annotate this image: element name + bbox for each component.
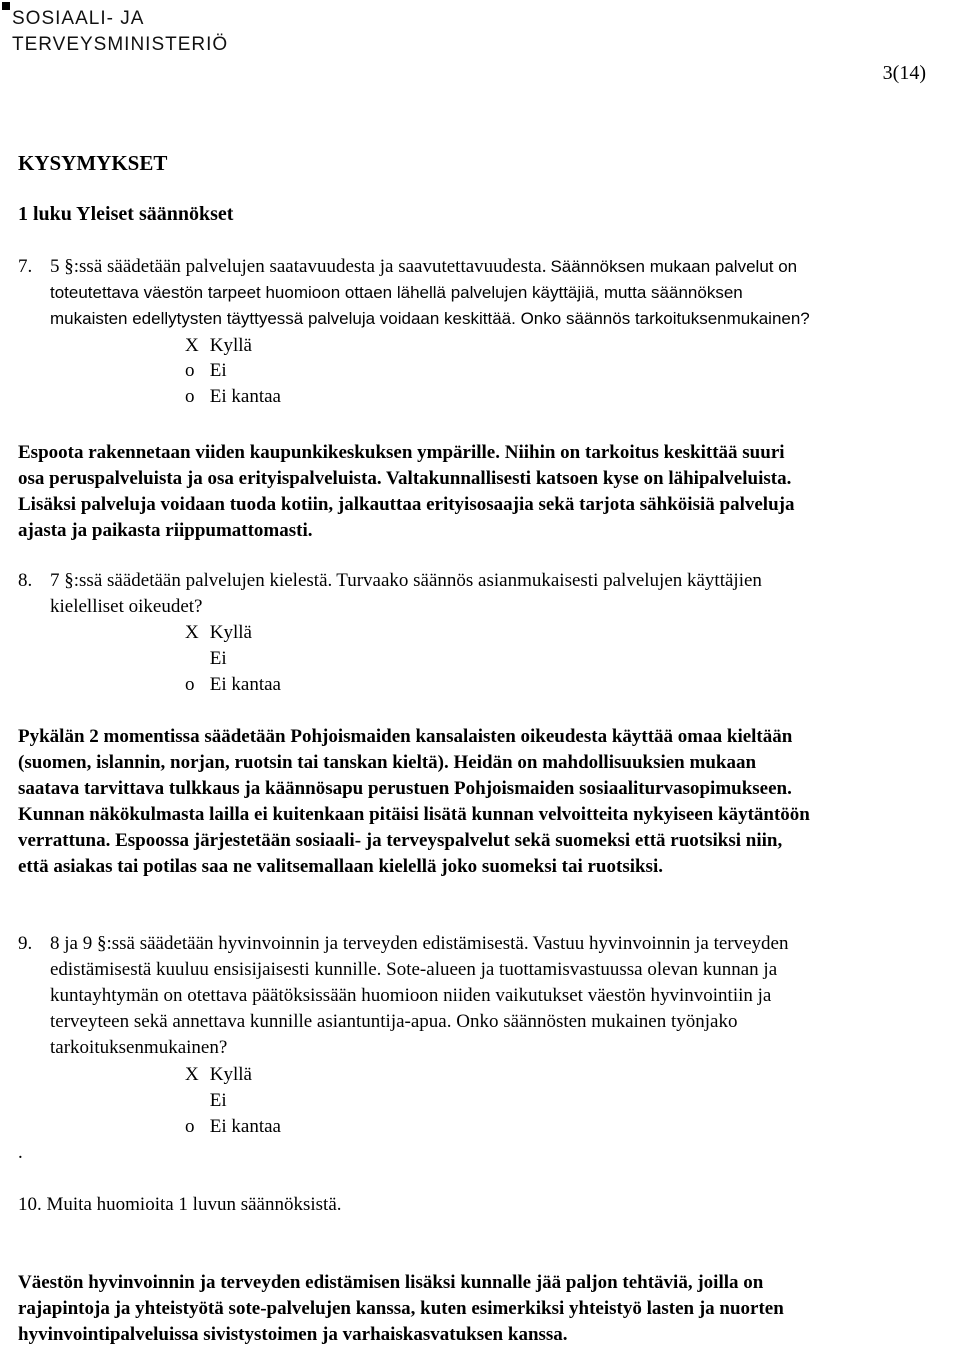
q9-line-1-serif: 8 ja 9 §:ssä säädetään hyvinvoinnin ja terveyden edistämisestä. — [50, 933, 529, 954]
q8-line-1-rest: Turvaako säännös asianmukaisesti palvelujen käyttäjien — [336, 570, 762, 591]
q9-option-no-opinion[interactable] — [185, 1114, 281, 1140]
logo-line-1: SOSIAALI- JA — [12, 8, 145, 29]
q7-option-yes-label: Kyllä — [209, 335, 252, 356]
q9-line-1-rest: Vastuu hyvinvoinnin ja terveyden — [532, 933, 789, 954]
q9-number: 9. — [18, 933, 33, 954]
q7-answer-line: osa peruspalveluista ja osa erityispalveluista. Valtakunnallisesti katsoen kyse on lähipalveluista. — [18, 468, 792, 489]
logo-line-2: TERVEYSMINISTERIÖ — [12, 34, 229, 55]
q7-option-yes-mark: X — [185, 335, 199, 356]
q9-line-1 — [50, 931, 956, 957]
q7-line-2: toteutettava väestön tarpeet huomioon ottaen lähellä palvelujen käyttäjiä, mutta säännöksen — [50, 283, 743, 302]
page-title: KYSYMYKSET — [18, 151, 168, 175]
q8-number: 8. — [18, 570, 33, 591]
page-number: 3(14) — [882, 62, 926, 84]
q8-answer-line: Pykälän 2 momentissa säädetään Pohjoismaiden kansalaisten oikeudesta käyttää omaa kieltään — [18, 726, 793, 747]
q8-line-1 — [50, 568, 956, 594]
q7-answer-line: ajasta ja paikasta riippumattomasti. — [18, 520, 313, 541]
q7-option-no-opinion[interactable] — [185, 384, 281, 410]
q8-answer-line: että asiakas tai potilas saa ne valitsemallaan kielellä joko suomeksi tai ruotsiksi. — [18, 856, 663, 877]
q8-answer-line: (suomen, islannin, norjan, ruotsin tai tanskan kieltä). Heidän on mahdollisuuksien mukaan — [18, 752, 757, 773]
q8-line-2: kielelliset oikeudet? — [50, 596, 203, 617]
q8-option-no-opinion-mark: o — [185, 674, 195, 695]
q8-answer-line: Kunnan näkökulmasta lailla ei kuitenkaan pitäisi lisätä kunnan velvoitteita nykyiseen käytäntöön — [18, 804, 810, 825]
q7-answer-line: Lisäksi palveluja voidaan tuoda kotiin, jalkauttaa erityisosaajia sekä tarjota sähköisiä palveluja — [18, 494, 795, 515]
q8-option-no-opinion[interactable] — [185, 672, 281, 698]
q8-option-yes[interactable] — [185, 620, 252, 646]
q9-line-3: kuntayhtymän on otettava päätöksissään huomioon niiden vaikutukset väestön hyvinvointiin ja — [50, 985, 772, 1006]
q8-answer-line: saatava tarvittava tulkkaus ja käännösapu perustuen Pohjoismaiden sosiaaliturvasopimukseen. — [18, 778, 792, 799]
q7-option-no-opinion-mark: o — [185, 386, 195, 407]
q8-option-no-label: Ei — [209, 648, 227, 669]
q9-line-2: edistämisestä kuuluu ensisijaisesti kunnille. Sote-alueen ja tuottamisvastuussa olevan kunnan ja — [50, 959, 778, 980]
q7-line-1-serif: 5 §:ssä säädetään palvelujen saatavuudesta ja saavutettavuudesta. — [50, 256, 547, 277]
q9-option-no-label: Ei — [209, 1090, 227, 1111]
q9-option-no-opinion-mark: o — [185, 1116, 195, 1137]
q7-option-no-opinion-label: Ei kantaa — [209, 386, 281, 407]
q8-answer-line: verrattuna. Espoossa järjestetään sosiaali- ja terveyspalvelut sekä suomeksi että ruotsiksi niin, — [18, 830, 783, 851]
q9-line-4: terveyteen sekä annettava kunnille asiantuntija-apua. Onko säännösten mukainen työnjako — [50, 1011, 738, 1032]
stray-dot: . — [18, 1142, 23, 1163]
q8-line-1-serif: 7 §:ssä säädetään palvelujen kielestä. — [50, 570, 333, 591]
q10-answer-line: Väestön hyvinvoinnin ja terveyden edistämisen lisäksi kunnalle jää paljon tehtäviä, joilla on — [18, 1272, 764, 1293]
q9-line-5: tarkoituksenmukainen? — [50, 1037, 228, 1058]
chapter-heading: 1 luku Yleiset säännökset — [18, 203, 234, 225]
q9-option-yes-mark: X — [185, 1064, 199, 1085]
q9-option-yes-label: Kyllä — [209, 1064, 252, 1085]
q10-text: 10. Muita huomioita 1 luvun säännöksistä. — [18, 1194, 342, 1215]
q7-line-1 — [50, 254, 956, 280]
q7-option-no-mark: o — [185, 360, 195, 381]
q7-line-1-sans: Säännöksen mukaan palvelut on — [550, 257, 798, 276]
q7-option-no[interactable] — [185, 358, 227, 384]
q8-option-yes-label: Kyllä — [209, 622, 252, 643]
logo-square — [2, 2, 10, 10]
q8-option-yes-mark: X — [185, 622, 199, 643]
q8-option-no-opinion-label: Ei kantaa — [209, 674, 281, 695]
q8-option-no[interactable] — [185, 646, 227, 672]
q7-option-no-label: Ei — [209, 360, 227, 381]
q10-answer-line: rajapintoja ja yhteistyötä sote-palvelujen kanssa, kuten esimerkiksi yhteistyö lasten ja nuorten — [18, 1298, 784, 1319]
q7-number: 7. — [18, 256, 33, 277]
q9-option-no[interactable] — [185, 1088, 227, 1114]
q9-option-yes[interactable] — [185, 1062, 252, 1088]
q7-option-yes[interactable] — [185, 333, 252, 359]
q7-answer-line: Espoota rakennetaan viiden kaupunkikeskuksen ympärille. Niihin on tarkoitus keskittää suuri — [18, 442, 785, 463]
q10-answer-line: hyvinvointipalveluissa sivistystoimen ja varhaiskasvatuksen kanssa. — [18, 1324, 568, 1345]
q9-option-no-opinion-label: Ei kantaa — [209, 1116, 281, 1137]
q7-line-3: mukaisten edellytysten täyttyessä palveluja voidaan keskittää. Onko säännös tarkoituksenmukainen? — [50, 309, 810, 328]
